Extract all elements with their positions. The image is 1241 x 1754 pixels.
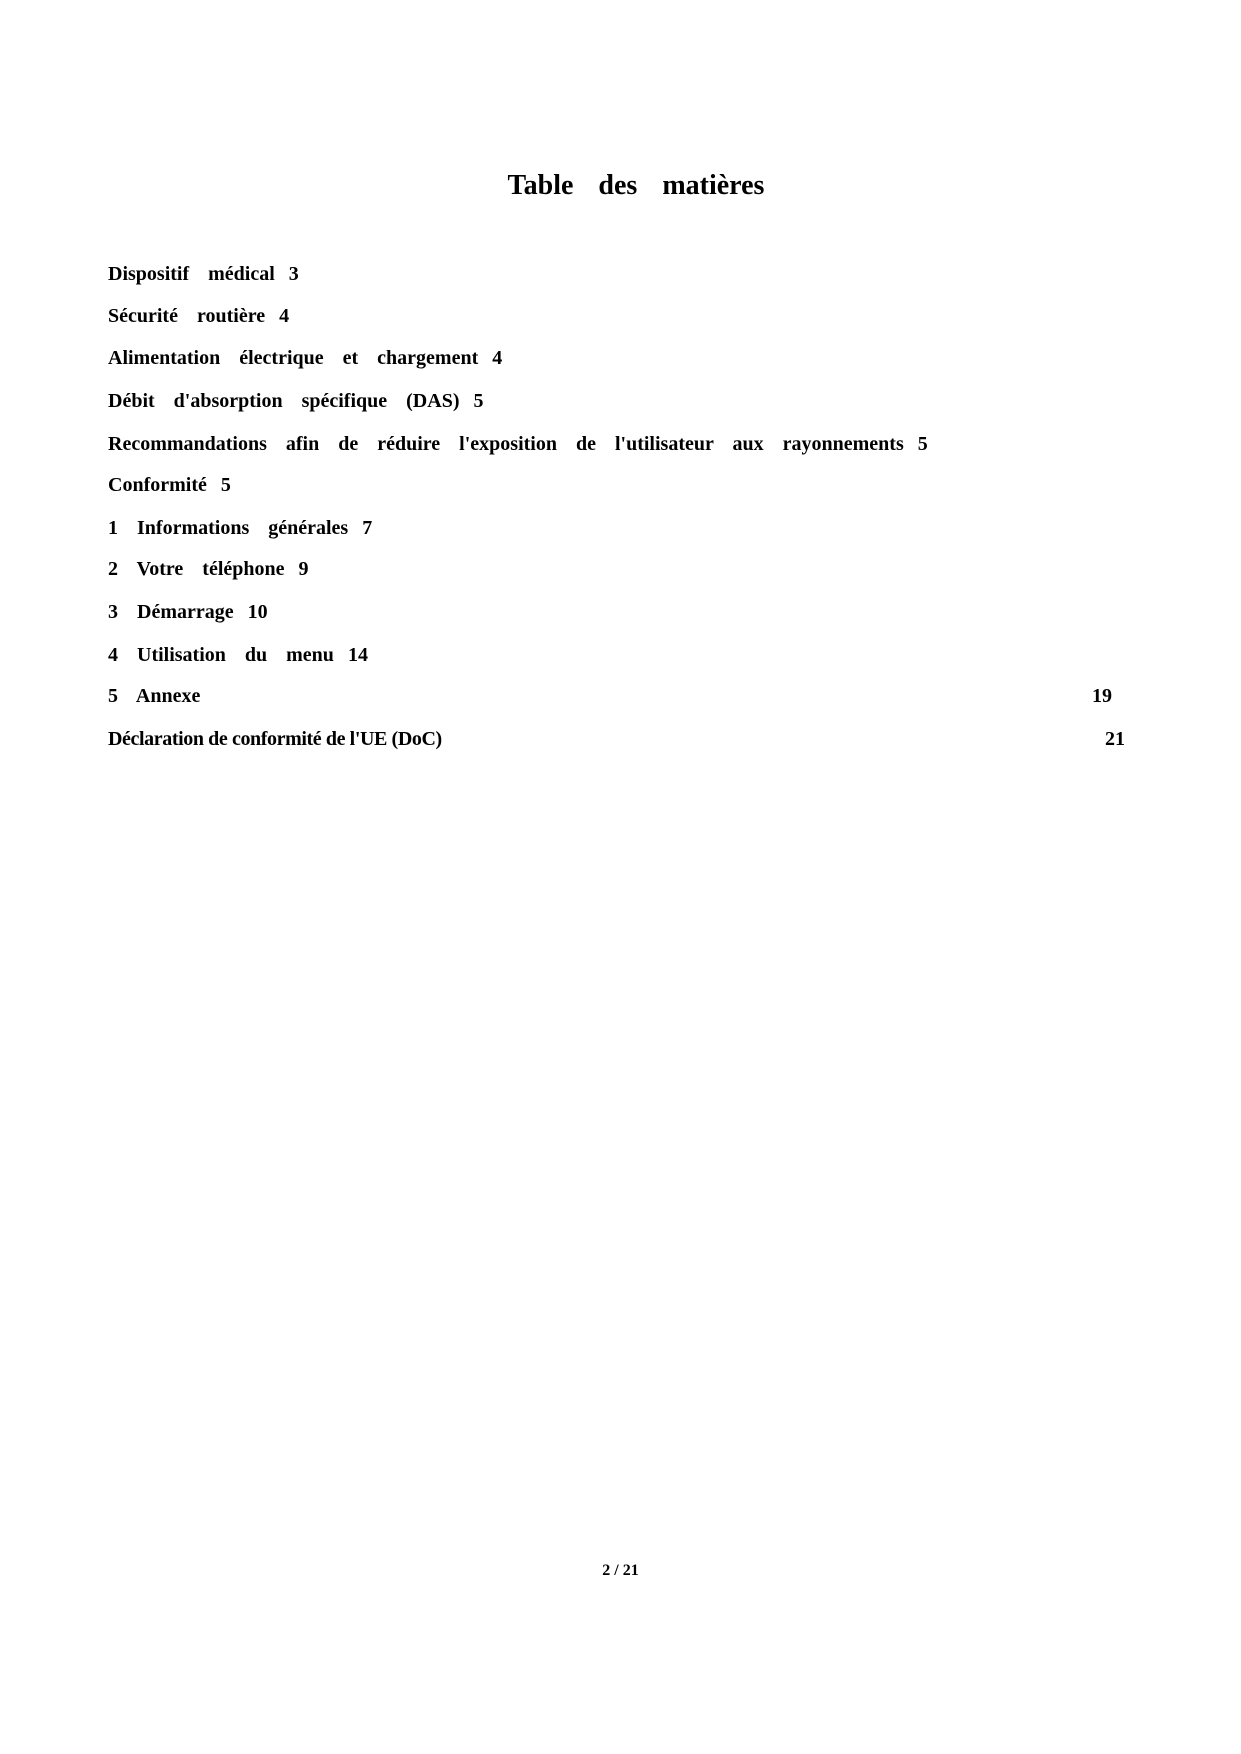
toc-entry-label: Conformité	[108, 474, 207, 496]
toc-entry-page: 19	[1092, 685, 1112, 707]
toc-entry-label: 2 Votre téléphone	[108, 558, 285, 580]
toc-entry-utilisation-menu[interactable]	[108, 643, 368, 667]
toc-entry-alimentation[interactable]	[108, 346, 502, 370]
toc-entry-label: Dispositif médical	[108, 263, 275, 285]
toc-entry-page: 21	[1105, 728, 1125, 750]
toc-entry-page: 3	[288, 263, 299, 285]
toc-entry-securite-routiere[interactable]	[108, 304, 289, 328]
toc-entry-conformite[interactable]	[108, 473, 231, 497]
toc-entry-label: 1 Informations générales	[108, 517, 349, 539]
toc-entry-page: 10	[247, 601, 268, 623]
toc-entry-label: 5 Annexe	[108, 685, 201, 707]
toc-entry-das[interactable]	[108, 389, 483, 413]
toc-entry-declaration-conformite[interactable]	[108, 727, 442, 751]
toc-entry-page: 5	[473, 390, 484, 412]
toc-entry-page: 5	[917, 433, 928, 455]
toc-entry-page: 14	[347, 644, 368, 666]
toc-entry-recommandations[interactable]	[108, 432, 928, 456]
toc-entry-page: 5	[220, 474, 231, 496]
toc-entry-votre-telephone[interactable]	[108, 557, 309, 581]
page-number: 2 / 21	[602, 1562, 639, 1579]
toc-entry-page: 4	[492, 347, 503, 369]
toc-entry-demarrage[interactable]	[108, 600, 268, 624]
toc-entry-label: Déclaration de conformité de l'UE (DoC)	[108, 728, 442, 750]
toc-entry-page: 9	[298, 558, 309, 580]
toc-entry-page: 7	[362, 517, 373, 539]
toc-entry-label: Recommandations afin de réduire l'exposition de l'utilisateur aux rayonnements	[108, 433, 904, 455]
toc-entry-label: 4 Utilisation du menu	[108, 644, 334, 666]
toc-entry-annexe[interactable]	[108, 684, 200, 708]
toc-entry-label: 3 Démarrage	[108, 601, 234, 623]
toc-entry-dispositif-medical[interactable]	[108, 262, 299, 286]
toc-entry-label: Sécurité routière	[108, 305, 266, 327]
toc-entry-label: Alimentation électrique et chargement	[108, 347, 479, 369]
toc-entry-page: 4	[279, 305, 290, 327]
toc-entry-informations-generales[interactable]	[108, 516, 372, 540]
toc-entry-label: Débit d'absorption spécifique (DAS)	[108, 390, 460, 412]
page-title: Table des matières	[507, 170, 765, 201]
